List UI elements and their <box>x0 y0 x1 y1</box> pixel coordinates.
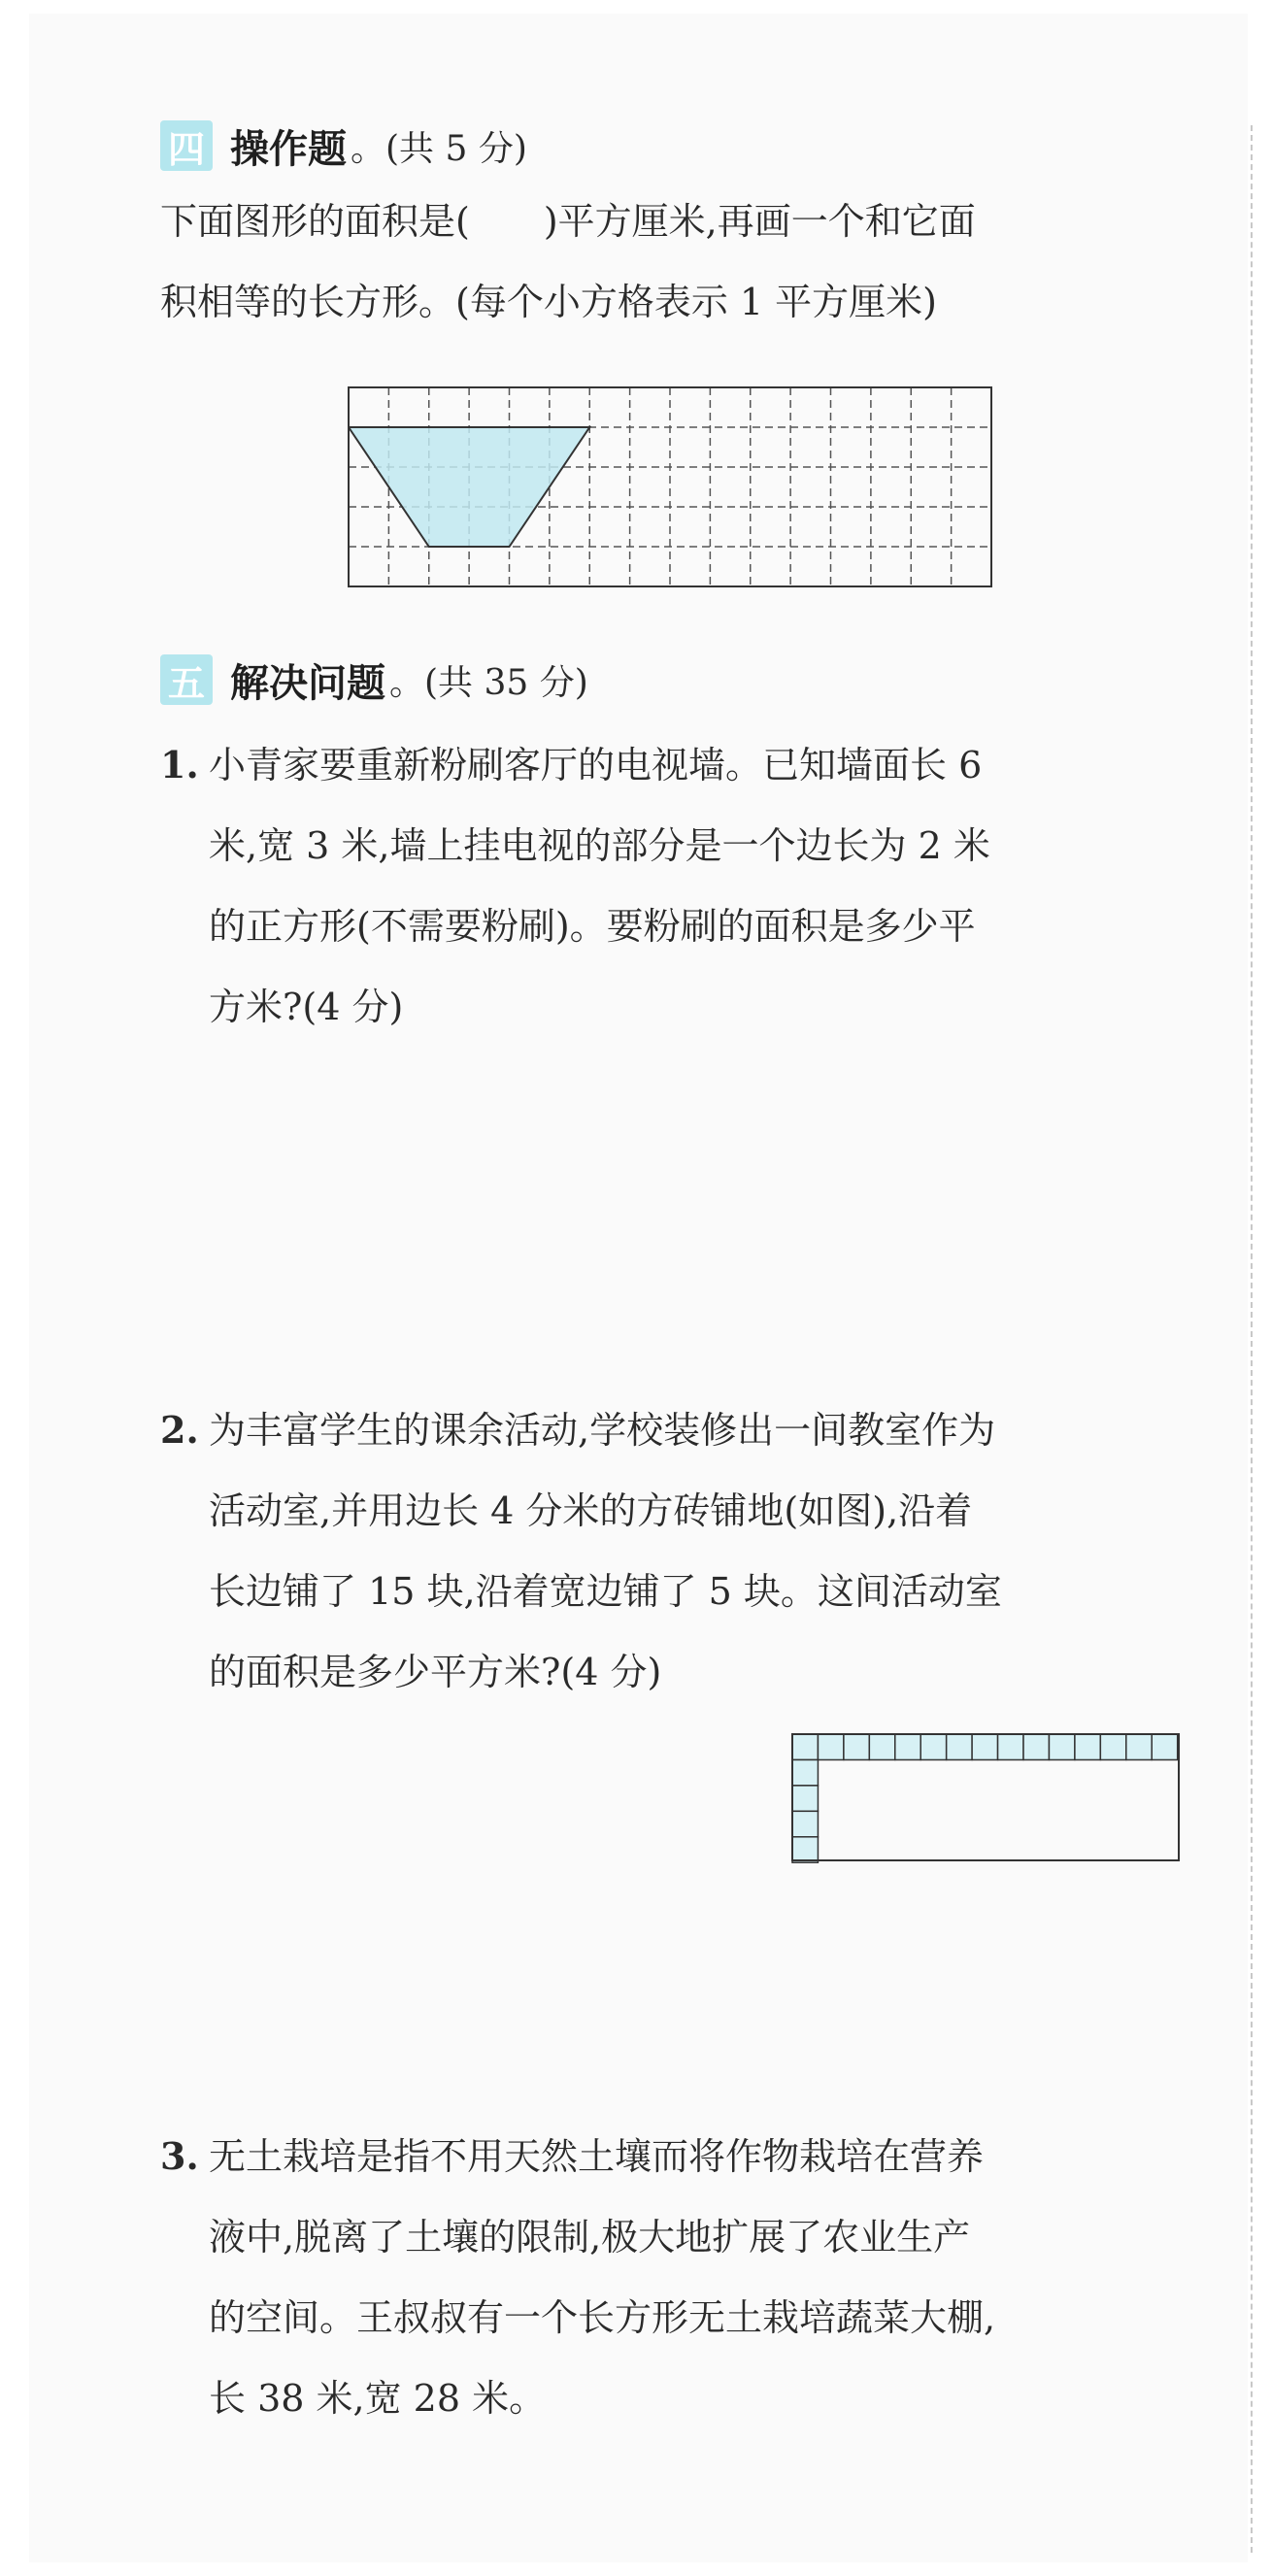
question-text-line: 的面积是多少平方米?(4 分) <box>209 1651 662 1693</box>
question-text-line: 长边铺了 15 块,沿着宽边铺了 5 块。这间活动室 <box>209 1570 1002 1613</box>
floor-tile <box>947 1734 972 1759</box>
floor-tile <box>1075 1734 1100 1759</box>
section5-note: 。(共 35 分) <box>389 662 588 703</box>
section4-header <box>160 117 527 175</box>
floor-tile <box>869 1734 894 1759</box>
floor-tile <box>895 1734 920 1759</box>
question-text-line: 无土栽培是指不用天然土壤而将作物栽培在营养 <box>209 2135 985 2178</box>
floor-tile <box>844 1734 869 1759</box>
floor-tile <box>792 1759 818 1785</box>
section5-header <box>160 651 588 709</box>
question-number: 3. <box>160 2134 199 2178</box>
question-text-line: 方米?(4 分) <box>209 986 404 1028</box>
margin-rule <box>1251 125 1253 2553</box>
question-text-line: 米,宽 3 米,墙上挂电视的部分是一个边长为 2 米 <box>209 824 990 867</box>
section4-text-line: 积相等的长方形。(每个小方格表示 1 平方厘米) <box>160 281 937 323</box>
floor-tile <box>1126 1734 1152 1759</box>
trapezoid-grid-figure <box>348 386 994 590</box>
floor-tile <box>792 1811 818 1836</box>
floor-tile <box>1100 1734 1125 1759</box>
section4-note: 。(共 5 分) <box>351 128 527 169</box>
question-text-line: 的正方形(不需要粉刷)。要粉刷的面积是多少平 <box>209 905 976 948</box>
tile-floor-figure <box>791 1733 1182 1864</box>
floor-tile <box>792 1837 818 1862</box>
section5-badge: 五 <box>160 654 213 705</box>
trapezoid-shape <box>349 427 589 547</box>
floor-tile <box>818 1734 843 1759</box>
floor-tile <box>1023 1734 1049 1759</box>
floor-tile <box>920 1734 946 1759</box>
question-number: 2. <box>160 1408 199 1452</box>
tile-group <box>792 1734 1178 1862</box>
question-text-line: 活动室,并用边长 4 分米的方砖铺地(如图),沿着 <box>209 1489 973 1532</box>
section4-text-line: 下面图形的面积是( )平方厘米,再画一个和它面 <box>160 200 976 243</box>
section5-title: 解决问题 <box>230 660 385 706</box>
floor-tile <box>792 1734 818 1759</box>
floor-tile <box>998 1734 1023 1759</box>
question-text-line: 的空间。王叔叔有一个长方形无土栽培蔬菜大棚, <box>209 2296 996 2339</box>
question-text-line: 为丰富学生的课余活动,学校装修出一间教室作为 <box>209 1409 996 1452</box>
floor-tile <box>972 1734 997 1759</box>
question-text-line: 长 38 米,宽 28 米。 <box>209 2377 547 2420</box>
question-number: 1. <box>160 743 199 786</box>
section4-badge: 四 <box>160 120 213 171</box>
section4-title: 操作题 <box>230 126 347 172</box>
question-text-line: 小青家要重新粉刷客厅的电视墙。已知墙面长 6 <box>209 744 983 786</box>
floor-tile <box>792 1786 818 1811</box>
floor-tile <box>1049 1734 1074 1759</box>
question-text-line: 液中,脱离了土壤的限制,极大地扩展了农业生产 <box>209 2216 971 2258</box>
floor-tile <box>1152 1734 1177 1759</box>
